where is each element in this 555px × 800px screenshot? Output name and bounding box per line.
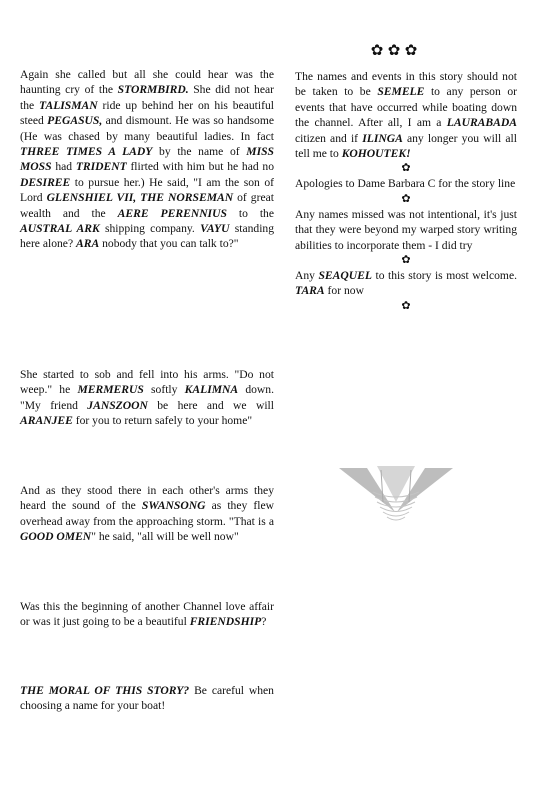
- boat-name-text: THE MORAL OF THIS STORY?: [20, 684, 190, 697]
- story-text: flirted with him but he had no: [126, 160, 274, 174]
- boat-name-text: THREE TIMES A LADY: [20, 145, 153, 159]
- boat-name-text: SEAQUEL: [318, 269, 372, 283]
- story-text: be here and we will: [147, 398, 274, 412]
- story-text: shipping company.: [99, 222, 201, 236]
- story-text: down. "My friend: [20, 383, 274, 412]
- story-text: to any person or events that have occurred while boating down the channel. After all, I am a: [295, 85, 518, 130]
- story-text: by the name of: [152, 145, 247, 159]
- disclaimer-paragraph: [295, 69, 517, 161]
- story-text: " he said, "all will be well now": [91, 530, 239, 544]
- boat-name-text: DESIREE: [20, 175, 71, 189]
- story-text: of great wealth and the: [20, 191, 274, 220]
- story-text: Apologies to Dame Barbara C for the story line: [295, 177, 516, 191]
- story-text: Was this the beginning of another Channel love affair or was it just going to be a beautiful: [20, 600, 274, 629]
- boat-name-text: VAYU: [200, 222, 230, 236]
- story-text: to the: [226, 206, 274, 220]
- boat-name-text: MERMERUS: [77, 383, 144, 397]
- boat-name-text: TALISMAN: [39, 98, 98, 112]
- boat-name-text: STORMBIRD.: [117, 83, 189, 97]
- story-text: for now: [324, 284, 364, 298]
- boat-name-text: SEMELE: [377, 85, 425, 99]
- story-paragraph-2: [20, 367, 274, 429]
- story-text: to pursue her.) He said, "I am the son of Lord: [20, 175, 274, 205]
- story-text: Any: [295, 269, 319, 283]
- story-paragraph-4: [20, 599, 274, 630]
- moral-paragraph: [20, 683, 274, 714]
- story-text: She did not hear the: [20, 83, 274, 112]
- boat-name-text: PEGASUS,: [47, 114, 103, 128]
- boat-name-text: GOOD OMEN: [20, 530, 92, 544]
- story-text: as they flew overhead away from the approaching storm. "That is a: [20, 499, 274, 528]
- story-paragraph-3: [20, 483, 274, 545]
- story-text: Again she called but all she could hear was the haunting cry of the: [20, 68, 274, 97]
- flower-ornament-icon: ✿: [370, 43, 384, 59]
- boat-name-text: JANSZOON: [87, 398, 148, 412]
- story-text: The names and events in this story should not be taken to be: [295, 70, 517, 99]
- boat-name-text: TRIDENT: [75, 160, 127, 174]
- missed-names-paragraph: [295, 207, 517, 253]
- boat-name-text: LAURABADA: [446, 116, 517, 130]
- sequel-paragraph: [295, 268, 517, 299]
- ornament-row: [370, 44, 418, 58]
- boat-name-text: FRIENDSHIP: [189, 615, 262, 629]
- story-text: for you to return safely to your home": [72, 414, 253, 428]
- flower-ornament-icon: ✿: [387, 43, 401, 59]
- story-text: Any names missed was not intentional, it's just that they were beyond my warped story writing abilities to incorporate them - I did try: [295, 207, 517, 252]
- story-text: had: [51, 160, 76, 174]
- story-text: Be careful when choosing a name for your boat!: [20, 684, 274, 713]
- story-text: and dismount. He was so handsome (He was chased by many beautiful ladies. In fact: [20, 114, 274, 143]
- boat-name-text: ILINGA: [362, 131, 403, 145]
- boat-name-text: AERE PERENNIUS: [117, 206, 227, 220]
- club-emblem-logo: [337, 462, 455, 528]
- boat-name-text: KALIMNA: [184, 383, 239, 397]
- boat-name-text: GLENSHIEL VII, THE NORSEMAN: [46, 191, 234, 205]
- story-text: nobody that you can talk to?": [99, 237, 239, 251]
- boat-name-text: ARANJEE: [20, 414, 73, 428]
- flower-divider-icon: ✿: [401, 254, 411, 267]
- story-text: And as they stood there in each other's arms they heard the sound of the: [20, 484, 274, 513]
- story-text: ?: [261, 615, 267, 629]
- boat-name-text: ARA: [76, 237, 100, 251]
- flower-divider-icon: ✿: [401, 299, 411, 312]
- boat-name-text: MISS MOSS: [20, 145, 274, 174]
- story-text: She started to sob and fell into his arms. "Do not weep." he: [20, 368, 274, 397]
- flower-ornament-icon: ✿: [404, 43, 418, 59]
- story-text: standing here alone?: [20, 222, 275, 251]
- story-text: to this story is most welcome.: [371, 269, 517, 283]
- flower-divider-icon: ✿: [401, 162, 411, 175]
- flower-divider-icon: ✿: [401, 192, 411, 205]
- story-text: any longer you will all tell me to: [295, 131, 517, 161]
- story-text: ride up behind her on his beautiful steed: [20, 98, 274, 128]
- boat-name-text: TARA: [295, 284, 325, 298]
- story-text: softly: [143, 383, 185, 397]
- boat-name-text: KOHOUTEK!: [341, 147, 411, 161]
- boat-name-text: AUSTRAL ARK: [20, 222, 100, 236]
- story-text: citizen and if: [295, 131, 363, 145]
- apologies-paragraph: [295, 176, 517, 191]
- boat-name-text: SWANSONG: [141, 499, 206, 513]
- story-paragraph-1: [20, 67, 274, 252]
